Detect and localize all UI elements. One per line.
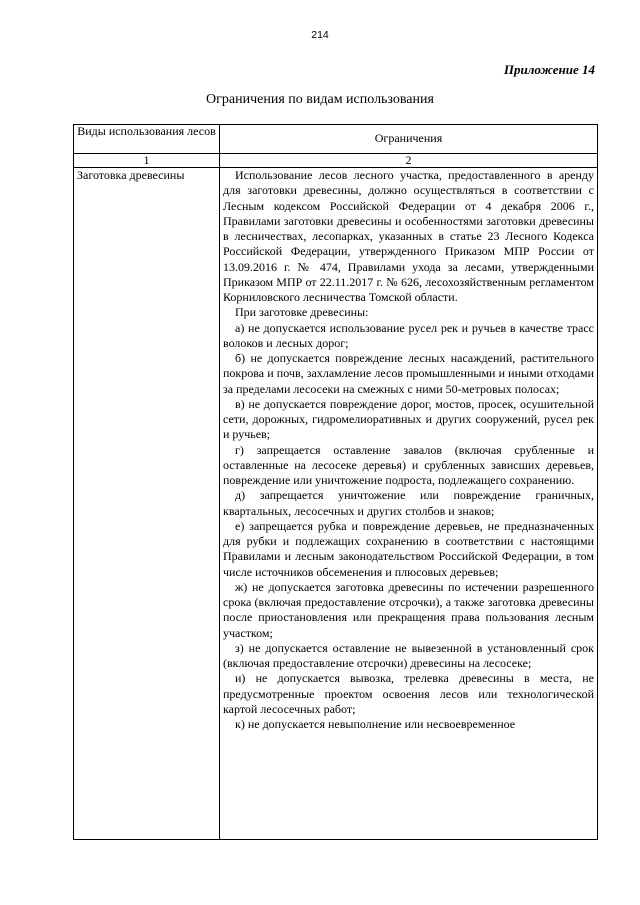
column-number-row [74, 154, 598, 168]
page-number: 214 [311, 29, 329, 41]
appendix-label: Приложение 14 [503, 62, 595, 77]
item-zh: ж) не допускается заготовка древесины по истечении разрешенного срока (включая предоставление отсрочки), а также заготовка древесины после приостановления или прекращения права пользования лесным участком; [223, 579, 594, 640]
paragraph-intro: Использование лесов лесного участка, предоставленного в аренду для заготовки древесины, должно осуществляться в соответствии с Лесным кодексом Российской Федерации от 4 декабря 2006 г., Правилами заготовки древесины и особенностями заготовки древесины в лесничествах, лесопарках, указанных в статье 23 Лесного Кодекса Российской Федерации, утвержденного Приказом МПР России от 13.09.2016 г. № 474, Правилами ухода за лесами, утвержденными Приказом МПР от 22.11.2017 г. № 626, лесохозяйственным регламентом Корниловского лесничества Томской области. [223, 168, 594, 304]
header-restrictions: Ограничения [220, 125, 598, 154]
item-v: в) не допускается повреждение дорог, мостов, просек, осушительной сети, дорожных, гидромелиоративных и других сооружений, русел рек и ручьев; [223, 396, 594, 442]
restrictions-cell [220, 168, 598, 840]
item-d: д) запрещается уничтожение или повреждение граничных, квартальных, лесосечных и других столбов и знаков; [223, 488, 594, 518]
header-usage-types: Виды использования лесов [74, 125, 220, 154]
item-b: б) не допускается повреждение лесных насаждений, растительного покрова и почв, захламление лесов промышленными и иными отходами за пределами лесосеки на смежных с ними 50-метровых полосах; [223, 351, 594, 396]
item-k: к) не допускается невыполнение или несвоевременное [235, 717, 516, 731]
table-row [74, 168, 598, 840]
usage-type-cell: Заготовка древесины [74, 168, 220, 840]
item-g: г) запрещается оставление завалов (включая срубленные и оставленные на лесосеке деревья) и срубленных зависших деревьев, повреждение или уничтожение подроста, подлежащего сохранению. [223, 442, 594, 487]
table-header-row [74, 125, 598, 154]
item-z: з) не допускается оставление не вывезенной в установленный срок (включая предоставление отсрочки) древесины на лесосеке; [223, 640, 594, 670]
column-number-1: 1 [74, 154, 220, 168]
restrictions-table [73, 124, 598, 840]
item-i: и) не допускается вывозка, трелевка древесины в места, не предусмотренные проектом освоения лесов или технологической картой лесосечных работ; [223, 671, 594, 716]
column-number-2: 2 [220, 154, 598, 168]
paragraph-lead: При заготовке древесины: [235, 305, 369, 320]
item-e: е) запрещается рубка и повреждение деревьев, не предназначенных для рубки и подлежащих сохранению в соответствии с настоящими Правилами и лесным законодательством Российской Федерации, в том числе источников обсеменения и плюсовых деревьев; [223, 518, 594, 579]
restrictions-text [223, 168, 594, 839]
document-title: Ограничения по видам использования [206, 92, 434, 107]
item-a: а) не допускается использование русел рек и ручьев в качестве трасс волоков и лесных дорог; [223, 320, 594, 350]
